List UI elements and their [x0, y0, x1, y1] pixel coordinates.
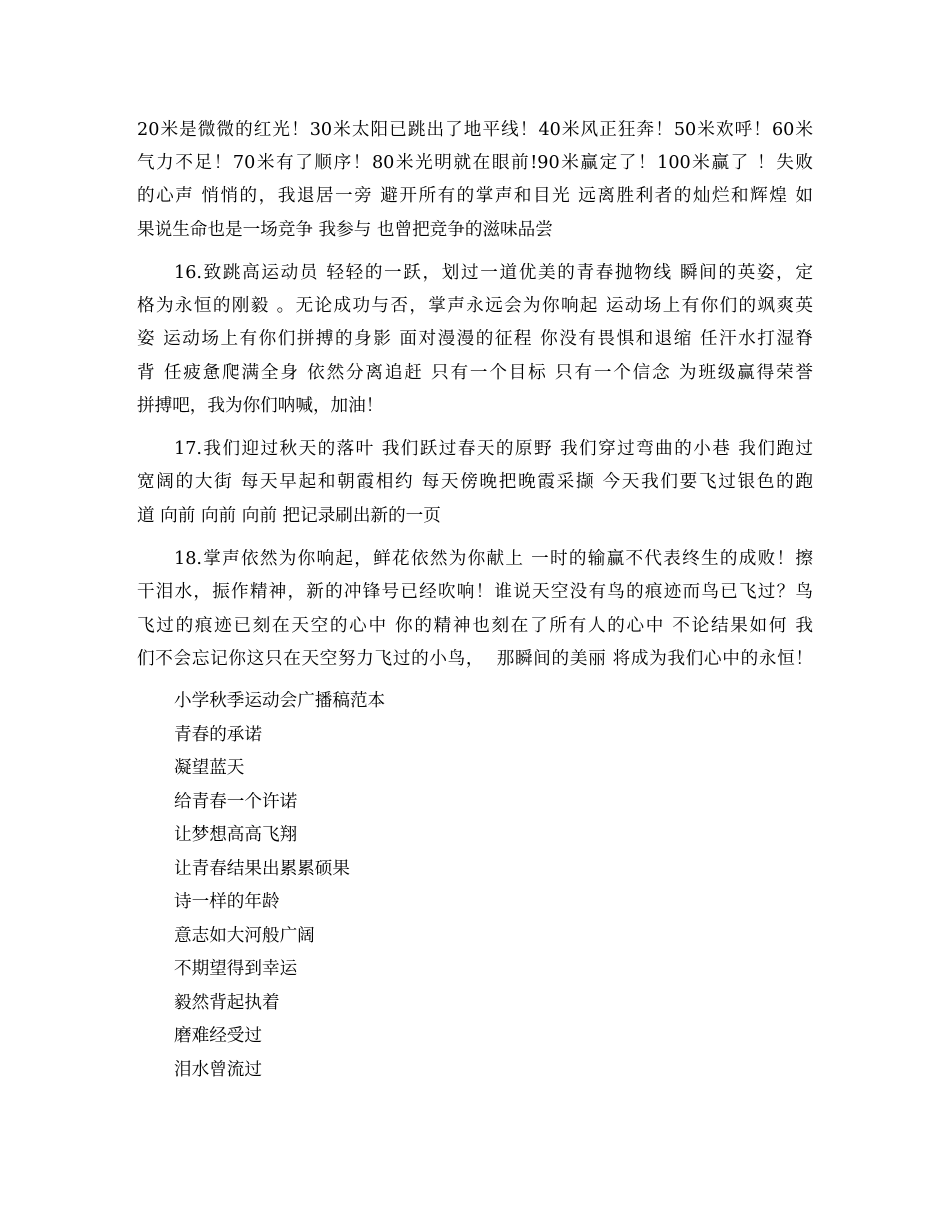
poem-line: 不期望得到幸运	[174, 959, 298, 979]
poem-line: 毅然背起执着	[174, 993, 280, 1013]
poem-line: 让青春结果出累累硕果	[174, 859, 350, 879]
paragraph-line: 18.掌声依然为你响起，鲜花依然为你献上 一时的输赢不代表终生的成败！擦	[174, 549, 813, 569]
poem-line: 凝望蓝天	[174, 758, 245, 778]
poem-line: 青春的承诺	[174, 725, 262, 745]
paragraph-line: 道 向前 向前 向前 把记录刷出新的一页	[137, 506, 441, 526]
paragraph-line: 干泪水，振作精神，新的冲锋号已经吹响！谁说天空没有鸟的痕迹而鸟已飞过？鸟	[137, 582, 813, 602]
paragraph-line: 16.致跳高运动员 轻轻的一跃，划过一道优美的青春抛物线 瞬间的英姿，定	[174, 263, 813, 283]
paragraph-line: 17.我们迎过秋天的落叶 我们跃过春天的原野 我们穿过弯曲的小巷 我们跑过	[174, 439, 813, 459]
paragraph-line: 宽阔的大街 每天早起和朝霞相约 每天傍晚把晚霞采撷 今天我们要飞过银色的跑	[137, 472, 813, 492]
poem-line: 磨难经受过	[174, 1026, 262, 1046]
paragraph-line: 20米是微微的红光！30米太阳已跳出了地平线！40米风正狂奔！50米欢呼！60米	[137, 120, 813, 140]
paragraph-line: 的心声 悄悄的，我退居一旁 避开所有的掌声和目光 远离胜利者的灿烂和辉煌 如	[137, 186, 813, 206]
paragraph-line: 们不会忘记你这只在天空努力飞过的小鸟， 那瞬间的美丽 将成为我们心中的永恒！	[137, 649, 813, 669]
paragraph-line: 格为永恒的刚毅 。无论成功与否，掌声永远会为你响起 运动场上有你们的飒爽英	[137, 296, 813, 316]
paragraph-line: 果说生命也是一场竞争 我参与 也曾把竞争的滋味品尝	[137, 220, 553, 240]
poem-line: 给青春一个许诺	[174, 792, 298, 812]
paragraph-line: 气力不足！70米有了顺序！80米光明就在眼前!90米赢定了！100米赢了 ！失败	[137, 153, 813, 173]
poem-line: 诗一样的年龄	[174, 892, 280, 912]
poem-line: 意志如大河般广阔	[174, 926, 315, 946]
poem-line: 泪水曾流过	[174, 1060, 262, 1080]
paragraph-line: 姿 运动场上有你们拼搏的身影 面对漫漫的征程 你没有畏惧和退缩 任汗水打湿脊	[137, 329, 813, 349]
paragraph-line: 拼搏吧，我为你们呐喊，加油！	[137, 396, 384, 416]
poem-title: 小学秋季运动会广播稿范本	[174, 691, 386, 711]
poem-line: 让梦想高高飞翔	[174, 825, 298, 845]
paragraph-line: 背 任疲惫爬满全身 依然分离追赶 只有一个目标 只有一个信念 为班级赢得荣誉	[137, 363, 813, 383]
paragraph-line: 飞过的痕迹已刻在天空的心中 你的精神也刻在了所有人的心中 不论结果如何 我	[137, 616, 813, 636]
